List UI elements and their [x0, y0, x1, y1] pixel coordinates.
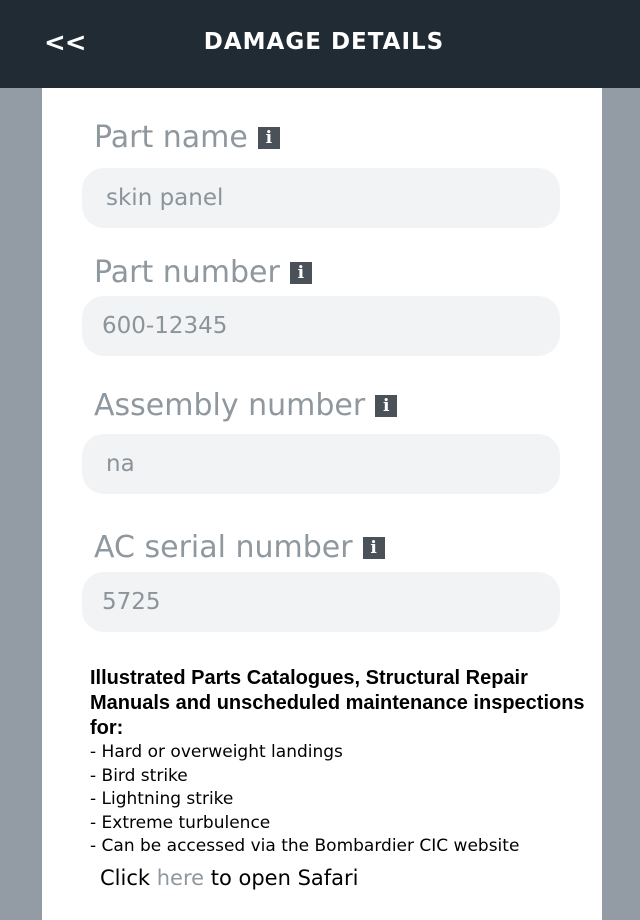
list-item: - Hard or overweight landings	[90, 742, 343, 762]
assembly-number-label	[94, 388, 397, 423]
click-prefix: Click	[100, 866, 157, 890]
assembly-number-info-icon[interactable]: i	[375, 395, 397, 417]
note-list	[90, 741, 590, 859]
click-suffix: to open Safari	[204, 866, 359, 890]
here-link[interactable]: here	[156, 866, 205, 890]
note-heading: Illustrated Parts Catalogues, Structural Repair Manuals and unscheduled maintenance inspections for:	[90, 667, 585, 739]
part-number-info-icon[interactable]: i	[290, 262, 312, 284]
list-item: - Can be accessed via the Bombardier CIC website	[90, 836, 520, 856]
part-number-field[interactable]: 600-12345	[82, 296, 560, 356]
ac-serial-number-label	[94, 530, 385, 565]
part-name-field[interactable]: skin panel	[82, 168, 560, 228]
list-item: - Extreme turbulence	[90, 812, 271, 833]
ac-serial-number-field[interactable]: 5725	[82, 572, 560, 632]
maintenance-info-note	[90, 666, 590, 859]
list-item: - Bird strike	[90, 765, 188, 786]
part-name-label	[94, 120, 280, 155]
assembly-number-label-text: Assembly number	[94, 388, 366, 423]
page-title: DAMAGE DETAILS	[203, 29, 445, 55]
top-navigation-bar	[0, 0, 640, 88]
open-safari-line	[100, 866, 359, 890]
list-item: - Lightning strike	[90, 789, 234, 809]
ac-serial-number-info-icon[interactable]: i	[363, 537, 385, 559]
ac-serial-number-label-text: AC serial number	[94, 530, 353, 565]
part-name-label-text: Part name	[94, 120, 248, 155]
part-name-info-icon[interactable]: i	[258, 127, 280, 149]
part-number-label-text: Part number	[94, 255, 280, 290]
assembly-number-field[interactable]: na	[82, 434, 560, 494]
damage-details-form	[42, 88, 602, 920]
back-button[interactable]: <<	[44, 28, 86, 58]
part-number-label	[94, 255, 312, 290]
